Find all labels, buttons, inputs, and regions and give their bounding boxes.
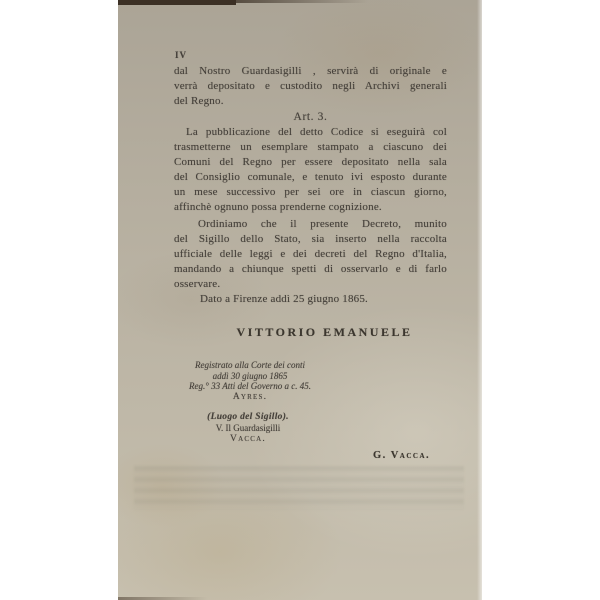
text-line: del Sigillo dello Stato, sia inserto nella raccolta bbox=[174, 233, 447, 245]
text-line: del Regno. bbox=[174, 95, 224, 107]
registrar-name: Ayres. bbox=[232, 391, 268, 402]
text-line: del Consiglio comunale, e tenuto ivi esposto durante bbox=[174, 171, 447, 183]
book-page-photo bbox=[118, 0, 482, 600]
page-content bbox=[118, 0, 482, 600]
guardasigilli-name: Vacca. bbox=[230, 434, 266, 444]
registration-line: Registrato alla Corte dei conti bbox=[195, 360, 305, 370]
text-line: dal Nostro Guardasigilli , servirà di originale e bbox=[174, 65, 447, 77]
paragraph-continued bbox=[174, 64, 447, 109]
text-line: affinchè ognuno possa prenderne cognizione. bbox=[174, 201, 382, 213]
registration-line: addì 30 giugno 1865 bbox=[212, 370, 288, 381]
text-line: osservare. bbox=[174, 278, 221, 290]
seal-place-line: (Luogo del Sigillo). bbox=[207, 412, 289, 422]
royal-signature: VITTORIO EMANUELE bbox=[236, 325, 413, 339]
text-line: Ordiniamo che il presente Decreto, munito bbox=[198, 218, 447, 230]
registration-note bbox=[177, 360, 323, 402]
registration-line: Reg.° 33 Atti del Governo a c. 45. bbox=[189, 381, 311, 391]
paragraph-ordiniamo bbox=[174, 217, 447, 292]
text-line: La pubblicazione del detto Codice si eseguirà col bbox=[186, 126, 447, 138]
dateline: Dato a Firenze addì 25 giugno 1865. bbox=[200, 293, 368, 305]
text-line: verrà depositato e custodito negli Archivi generali bbox=[174, 80, 447, 92]
text-line: ufficiale delle leggi e dei decreti del Regno d'Italia, bbox=[174, 248, 447, 260]
text-line: mandando a chiunque spetti di osservarlo e di farlo bbox=[174, 263, 447, 275]
text-line: trasmetterne un esemplare stampato a ciascuno dei bbox=[174, 141, 447, 153]
paragraph-publication bbox=[174, 125, 447, 215]
countersignature: G. Vacca. bbox=[373, 450, 431, 461]
text-line: un mese successivo per sei ore in ciascun giorno, bbox=[174, 186, 447, 198]
seal-note bbox=[175, 412, 321, 445]
article-heading: Art. 3. bbox=[293, 111, 328, 123]
folio-page-number: IV bbox=[175, 50, 188, 60]
text-line: Comuni del Regno per essere depositato nella sala bbox=[174, 156, 447, 168]
seal-visa-line: V. Il Guardasigilli bbox=[215, 423, 281, 433]
